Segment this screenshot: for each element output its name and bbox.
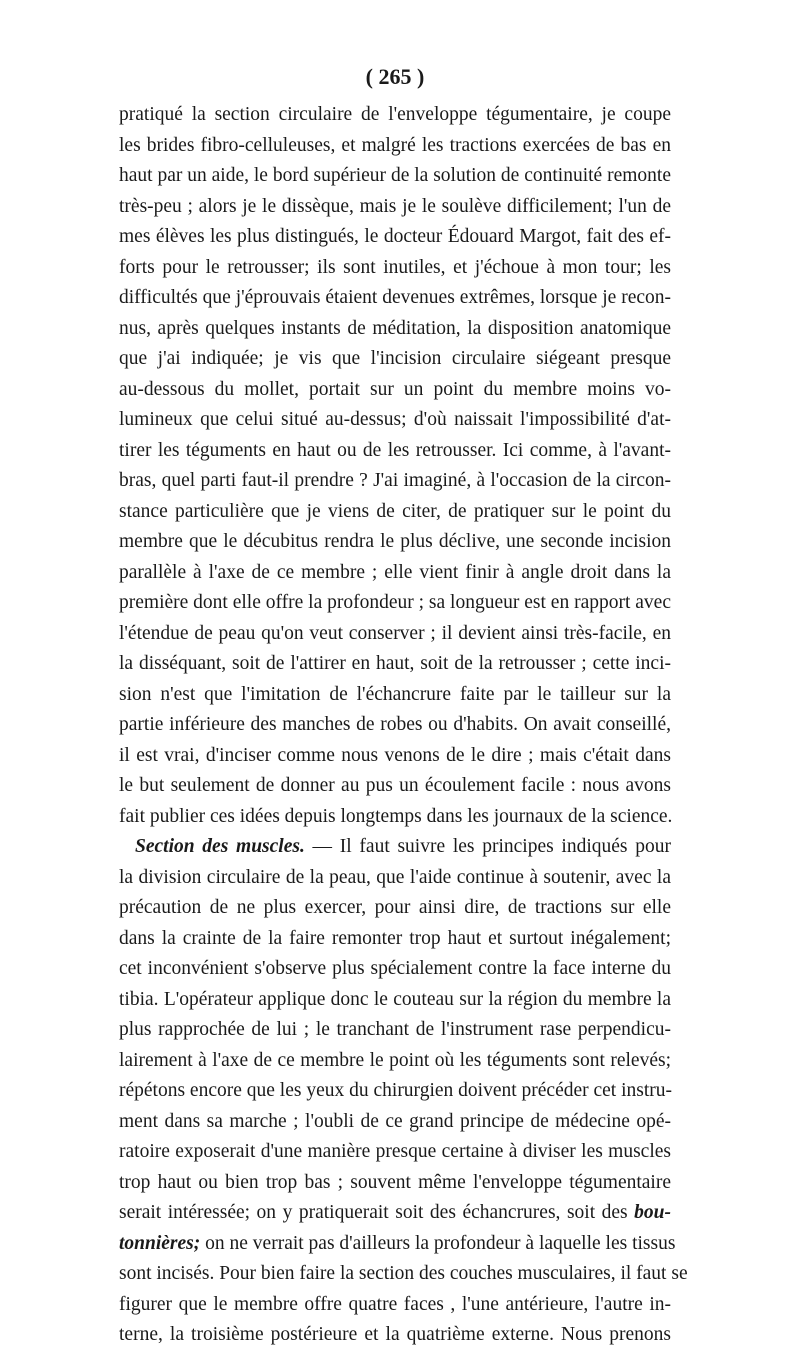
text-line: membre que le décubitus rendra le plus déclive, une seconde incision (119, 531, 671, 552)
text-line-with-emphasis (119, 1229, 676, 1260)
text-line: la division circulaire de la peau, que l'aide continue à soutenir, avec la (119, 866, 671, 888)
text-line-with-emphasis (119, 1198, 671, 1229)
section-heading-rest: — Il faut suivre les principes indiqués pour (304, 836, 671, 857)
text-segment: serait intéressée; on y pratiquerait soit des échancrures, soit des (119, 1202, 628, 1223)
text-line: forts pour le retrousser; ils sont inutiles, et j'échoue à mon tour; les (119, 256, 671, 278)
text-line: difficultés que j'éprouvais étaient devenues extrêmes, lorsque je recon- (119, 287, 671, 308)
text-line: très-peu ; alors je le dissèque, mais je le soulève difficilement; l'un de (119, 195, 671, 217)
text-line: trop haut ou bien trop bas ; souvent même l'enveloppe tégumentaire (119, 1171, 671, 1193)
text-line: au-dessous du mollet, portait sur un point du membre moins vo- (119, 378, 671, 400)
text-line: dans la crainte de la faire remonter trop haut et surtout inégalement; (119, 927, 671, 949)
paragraph-1 (119, 100, 671, 832)
text-line: cet inconvénient s'observe plus spécialement contre la face interne du (119, 958, 671, 979)
emphasized-word: tonnières; (119, 1232, 201, 1254)
section-heading-line (119, 832, 671, 863)
text-line: la disséquant, soit de l'attirer en haut, soit de la retrousser ; cette inci- (119, 653, 671, 674)
page-number: ( 265 ) (365, 64, 425, 89)
text-line: il est vrai, d'inciser comme nous venons de le dire ; mais c'était dans (119, 744, 671, 766)
emphasized-word: bou- (634, 1202, 672, 1223)
text-line: tibia. L'opérateur applique donc le couteau sur la région du membre la (119, 988, 671, 1010)
text-line: le but seulement de donner au pus un écoulement facile : nous avons (119, 775, 671, 796)
paragraph-2 (119, 832, 688, 1351)
text-line: haut par un aide, le bord supérieur de la solution de continuité remonte (119, 165, 671, 186)
text-line: première dont elle offre la profondeur ; sa longueur est en rapport avec (119, 592, 671, 613)
text-line: les brides fibro-celluleuses, et malgré les tractions exercées de bas en (119, 134, 671, 156)
text-line: figurer que le membre offre quatre faces , l'une antérieure, l'autre in- (119, 1293, 671, 1315)
book-page (119, 60, 688, 1351)
text-line: sion n'est que l'imitation de l'échancrure faite par le tailleur sur la (119, 683, 671, 705)
text-line: ment dans sa marche ; l'oubli de ce grand principe de médecine opé- (119, 1110, 671, 1132)
text-line: lairement à l'axe de ce membre le point où les téguments sont relevés; (119, 1049, 671, 1071)
text-line: fait publier ces idées depuis longtemps dans les journaux de la science. (119, 805, 673, 827)
text-line: terne, la troisième postérieure et la quatrième externe. Nous prenons (119, 1324, 671, 1345)
text-line: tirer les téguments en haut ou de les retrousser. Ici comme, à l'avant- (119, 439, 671, 461)
text-line: nus, après quelques instants de méditation, la disposition anatomique (119, 317, 671, 339)
text-line: l'étendue de peau qu'on veut conserver ; il devient ainsi très-facile, en (119, 622, 671, 644)
text-line: plus rapprochée de lui ; le tranchant de l'instrument rase perpendicu- (119, 1019, 671, 1040)
text-line: sont incisés. Pour bien faire la section des couches musculaires, il faut se (119, 1263, 688, 1284)
text-line: partie inférieure des manches de robes ou d'habits. On avait conseillé, (119, 714, 671, 735)
text-line: pratiqué la section circulaire de l'enveloppe tégumentaire, je coupe (119, 104, 671, 125)
text-line: répétons encore que les yeux du chirurgien doivent précéder cet instru- (119, 1080, 673, 1101)
text-line: stance particulière que je viens de citer, de pratiquer sur le point du (119, 500, 671, 522)
text-line: mes élèves les plus distingués, le docteur Édouard Margot, fait des ef- (119, 226, 671, 247)
text-line: ratoire exposerait d'une manière presque certaine à diviser les muscles (119, 1141, 671, 1162)
text-line: précaution de ne plus exercer, pour ainsi dire, de tractions sur elle (119, 897, 671, 918)
text-segment: on ne verrait pas d'ailleurs la profondeur à laquelle les tissus (200, 1232, 676, 1254)
section-heading: Section des muscles. (135, 836, 305, 857)
text-line: parallèle à l'axe de ce membre ; elle vient finir à angle droit dans la (119, 561, 671, 583)
text-line: bras, quel parti faut-il prendre ? J'ai imaginé, à l'occasion de la circon- (119, 470, 671, 491)
text-line: lumineux que celui situé au-dessus; d'où naissait l'impossibilité d'at- (119, 409, 671, 430)
text-line: que j'ai indiquée; je vis que l'incision circulaire siégeant presque (119, 348, 671, 369)
